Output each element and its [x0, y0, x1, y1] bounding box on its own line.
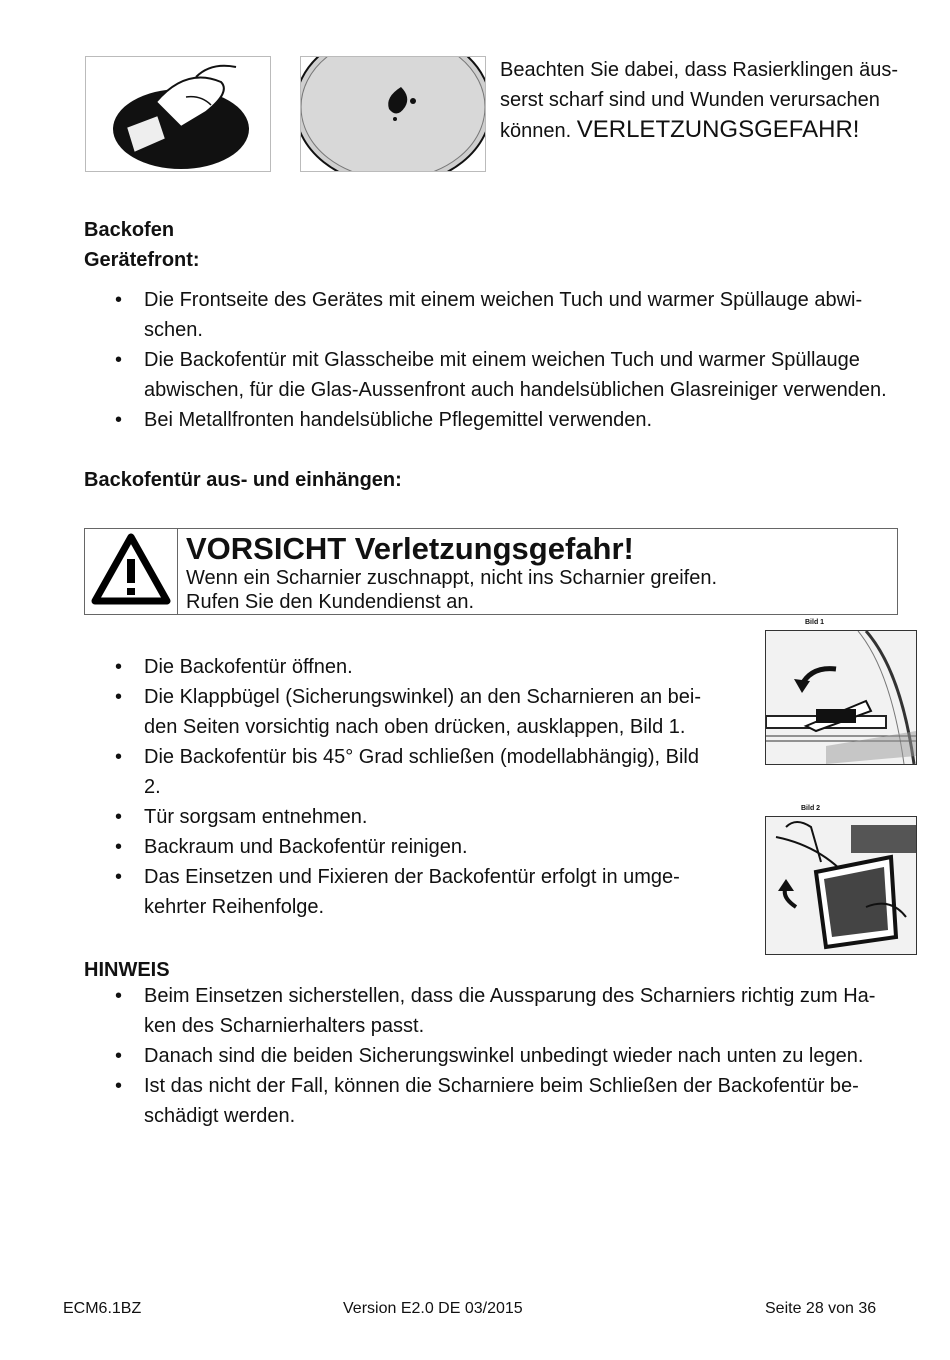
list-item: • Die Backofentür mit Glasscheibe mit einem weichen Tuch und warmer Spüllauge abwischen, für die Glas-Aussenfront auch handelsüblichen Glasreiniger verwenden.	[84, 345, 944, 405]
section-title-door: Backofentür aus- und einhängen:	[84, 469, 402, 491]
oven-front-list	[84, 285, 944, 435]
intro-line-3	[500, 115, 920, 146]
caution-icon-cell	[85, 529, 178, 614]
caution-title: VORSICHT Verletzungsgefahr!	[186, 531, 634, 566]
list-item: • Danach sind die beiden Sicherungswinkel unbedingt wieder nach unten zu legen.	[84, 1041, 944, 1071]
hob-stain-illustration	[300, 56, 486, 172]
door-steps-list	[84, 652, 764, 922]
footer-version: Version E2.0 DE 03/2015	[343, 1300, 523, 1317]
intro-text	[500, 55, 920, 146]
caution-box	[84, 528, 898, 615]
intro-line-3-prefix: können.	[500, 120, 572, 142]
list-item: • Die Backofentür öffnen.	[84, 652, 764, 682]
list-item: • Die Klappbügel (Sicherungswinkel) an den Scharnieren an bei- den Seiten vorsichtig nach oben drücken, ausklappen, Bild 1.	[84, 682, 764, 742]
hinweis-title: HINWEIS	[84, 959, 170, 981]
intro-line-1: Beachten Sie dabei, dass Rasierklingen äus-	[500, 59, 899, 81]
list-item: • Bei Metallfronten handelsübliche Pflegemittel verwenden.	[84, 405, 944, 435]
figure-bild-2-caption: Bild 2	[801, 805, 821, 812]
caution-line-2: Rufen Sie den Kundendienst an.	[186, 591, 474, 613]
footer-model: ECM6.1BZ	[63, 1300, 142, 1317]
intro-line-2: serst scharf sind und Wunden verursachen	[500, 89, 880, 111]
hinweis-list	[84, 981, 944, 1131]
warning-triangle-icon	[85, 529, 177, 614]
list-item: • Ist das nicht der Fall, können die Scharniere beim Schließen der Backofentür be- schädigt werden.	[84, 1071, 944, 1131]
list-item: • Das Einsetzen und Fixieren der Backofentür erfolgt in umge- kehrter Reihenfolge.	[84, 862, 764, 922]
section-subtitle-geraetefront: Gerätefront:	[84, 249, 200, 271]
figure-bild-2	[765, 816, 917, 955]
footer-page-number: Seite 28 von 36	[765, 1300, 877, 1317]
figure-bild-1	[765, 630, 917, 765]
caution-line-1: Wenn ein Scharnier zuschnappt, nicht ins Scharnier greifen.	[186, 567, 718, 589]
list-item: • Beim Einsetzen sicherstellen, dass die Aussparung des Scharniers richtig zum Ha- ken des Scharnierhalters passt.	[84, 981, 944, 1041]
list-item: • Die Backofentür bis 45° Grad schließen (modellabhängig), Bild 2.	[84, 742, 764, 802]
figure-bild-1-caption: Bild 1	[805, 619, 825, 626]
injury-warning-inline: VERLETZUNGSGEFAHR!	[576, 116, 860, 143]
list-item: • Die Frontseite des Gerätes mit einem weichen Tuch und warmer Spüllauge abwi- schen.	[84, 285, 944, 345]
list-item: • Tür sorgsam entnehmen.	[84, 802, 764, 832]
scraper-hand-illustration	[85, 56, 271, 172]
list-item: • Backraum und Backofentür reinigen.	[84, 832, 764, 862]
section-title-backofen: Backofen	[84, 219, 175, 241]
